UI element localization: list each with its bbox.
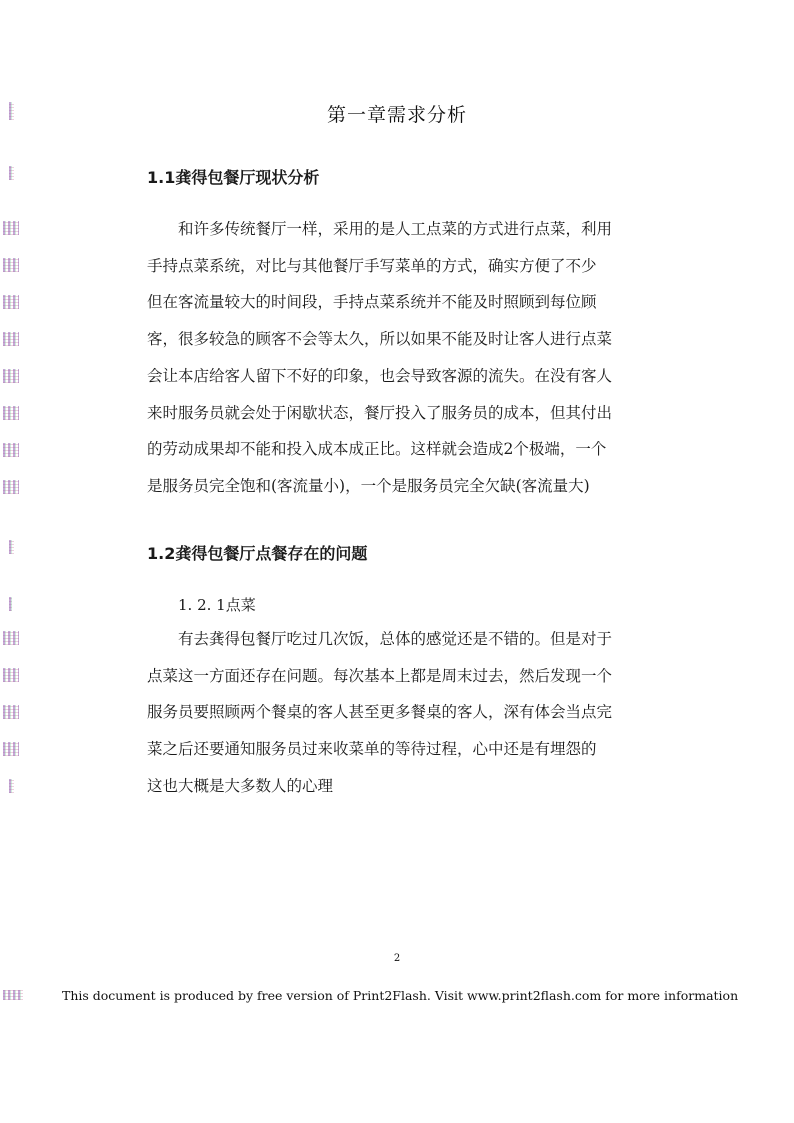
margin-mark [3,258,19,272]
margin-mark [3,668,19,682]
margin-mark [3,295,19,309]
paragraph-line: 来时服务员就会处于闲歇状态，餐厅投入了服务员的成本，但其付出 [147,403,613,422]
margin-mark [9,779,14,793]
page-number: 2 [393,953,401,964]
margin-mark [3,705,19,719]
margin-mark [9,166,14,180]
paragraph-line: 菜之后还要通知服务员过来收菜单的等待过程，心中还是有埋怨的 [147,740,597,759]
margin-mark [3,406,19,420]
paragraph-line: 是服务员完全饱和(客流量小)，一个是服务员完全欠缺(客流量大) [147,476,590,495]
paragraph-line: 和许多传统餐厅一样，采用的是人工点菜的方式进行点菜，利用 [147,220,613,238]
paragraph-line: 这也大概是大多数人的心理 [147,776,334,795]
paragraph-line: 手持点菜系统，对比与其他餐厅手写菜单的方式，确实方便了不少 [147,256,597,275]
section-1-1-paragraph [147,211,657,505]
paragraph-line: 有去龚得包餐厅吃过几次饭，总体的感觉还是不错的。但是对于 [147,630,613,648]
margin-mark [3,443,19,457]
paragraph-line: 客，很多较急的顾客不会等太久，所以如果不能及时让客人进行点菜 [147,330,613,349]
margin-mark [3,990,23,1000]
section-heading-1-2: 1.2龚得包餐厅点餐存在的问题 [147,544,368,563]
section-heading-1-1: 1.1龚得包餐厅现状分析 [147,168,320,187]
print2flash-footer: This document is produced by free version of Print2Flash. Visit www.print2flash.com for more information [62,988,739,1003]
margin-mark [3,369,19,383]
paragraph-line: 的劳动成果却不能和投入成本成正比。这样就会造成2个极端，一个 [147,440,607,459]
margin-mark [3,221,19,235]
margin-mark [3,742,19,756]
section-1-2-paragraph [147,621,657,805]
chapter-title: 第一章需求分析 [326,104,467,126]
margin-mark [9,540,14,554]
margin-mark [9,597,12,611]
paragraph-line: 会让本店给客人留下不好的印象，也会导致客源的流失。在没有客人 [147,366,613,385]
margin-mark [3,631,19,645]
margin-mark [3,332,19,346]
paragraph-line: 服务员要照顾两个餐桌的客人甚至更多餐桌的客人，深有体会当点完 [147,703,613,722]
margin-mark [3,480,19,494]
subsection-heading-1-2-1: 1. 2. 1点菜 [178,596,256,614]
paragraph-line: 点菜这一方面还存在问题。每次基本上都是周末过去，然后发现一个 [147,666,613,685]
paragraph-line: 但在客流量较大的时间段，手持点菜系统并不能及时照顾到每位顾 [147,293,597,312]
